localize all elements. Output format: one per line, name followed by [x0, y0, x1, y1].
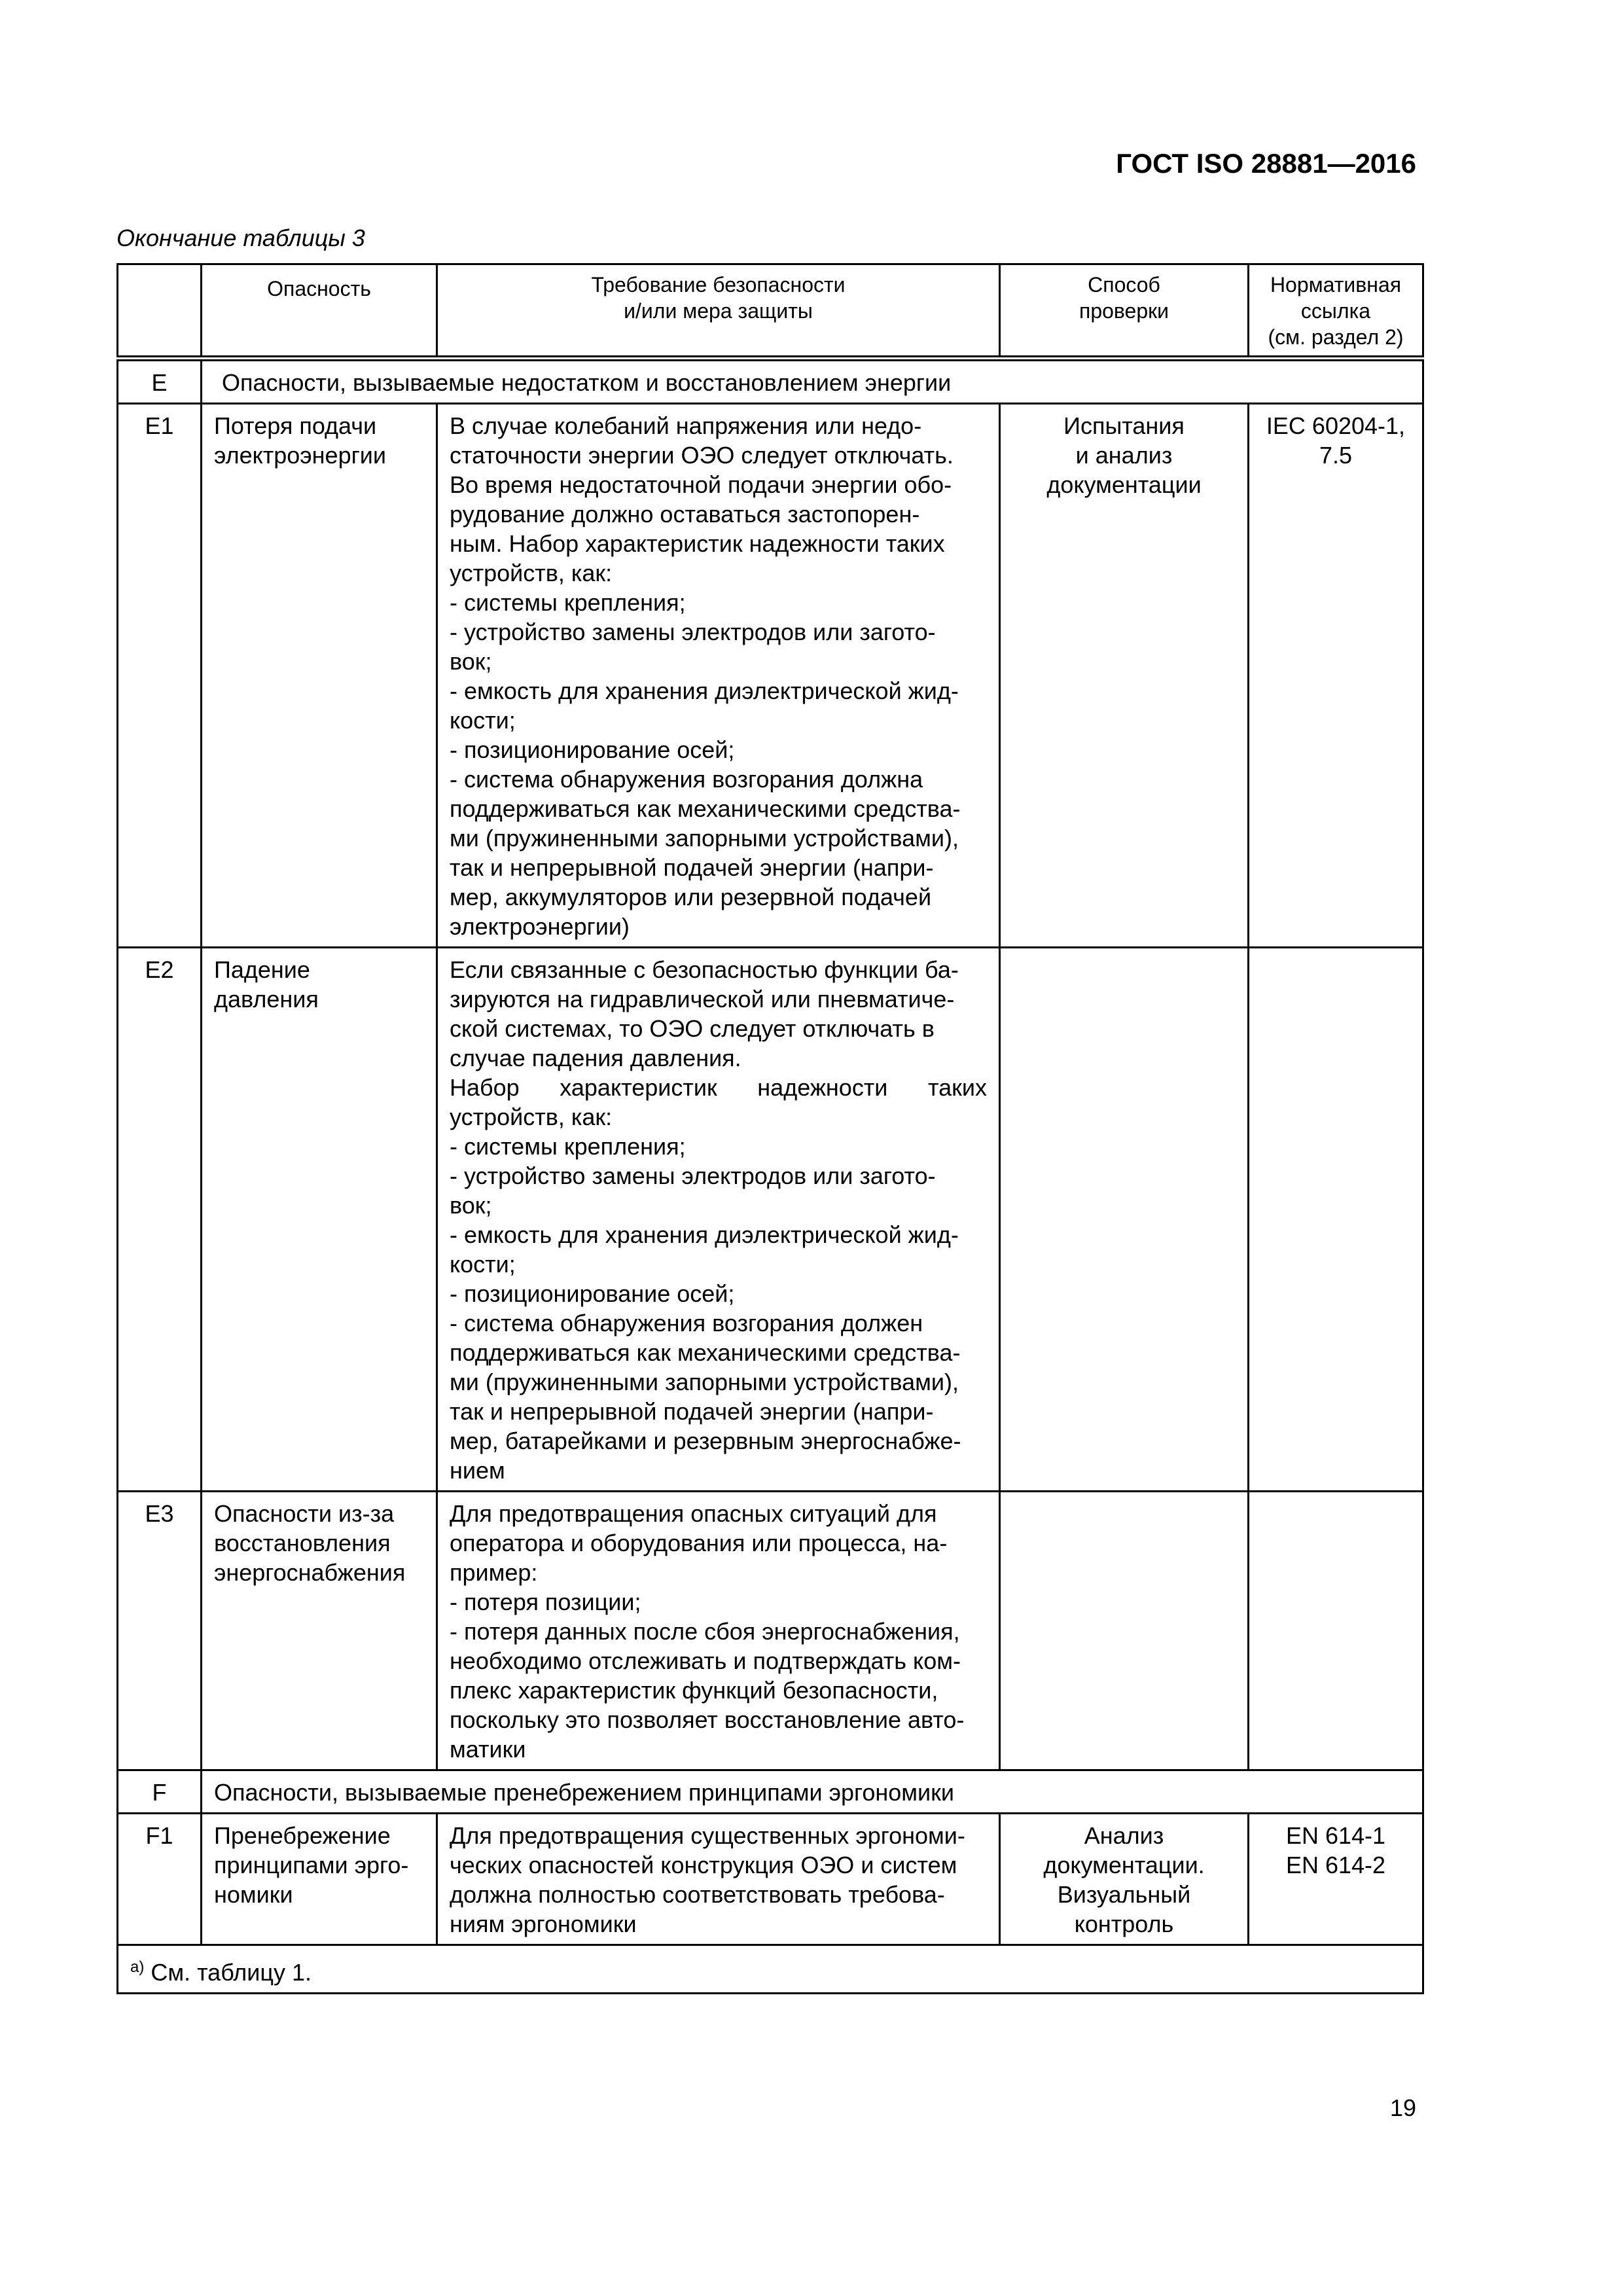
hazard-line: Опасности из-за — [214, 1500, 395, 1527]
header-line: Требование безопасности — [591, 273, 846, 296]
header-method — [1000, 264, 1249, 359]
footnote-text: См. таблицу 1. — [144, 1959, 312, 1986]
requirement-line: должна полностью соответствовать требова- — [450, 1881, 945, 1908]
header-line: (см. раздел 2) — [1268, 325, 1404, 349]
section-row-e — [118, 359, 1423, 404]
requirement-line: поскольку это позволяет восстановление авто- — [450, 1706, 965, 1733]
header-line: Нормативная — [1270, 273, 1402, 296]
footnote-mark: a) — [130, 1958, 145, 1976]
requirement-cell — [437, 404, 1000, 948]
requirement-line: Для предотвращения существенных эргономи- — [450, 1822, 965, 1849]
method-line: Анализ — [1084, 1822, 1164, 1849]
hazard-cell — [202, 948, 437, 1492]
requirement-line: - устройство замены электродов или загото- — [450, 1162, 936, 1189]
requirement-cell — [437, 1814, 1000, 1945]
requirement-line: статочности энергии ОЭО следует отключать. — [450, 442, 954, 469]
requirement-line: случае падения давления. — [450, 1045, 741, 1071]
header-line: проверки — [1079, 299, 1169, 323]
requirement-line: Во время недостаточной подачи энергии обо- — [450, 471, 952, 498]
header-reference — [1249, 264, 1423, 359]
reference-line: 7.5 — [1319, 442, 1353, 469]
hazards-table — [116, 263, 1424, 1994]
requirement-line: необходимо отслеживать и подтверждать ком- — [450, 1647, 961, 1674]
hazard-line: принципами эрго- — [214, 1852, 409, 1878]
requirement-line: - система обнаружения возгорания должна — [450, 766, 923, 793]
requirement-line: - емкость для хранения диэлектрической жид- — [450, 1221, 959, 1248]
requirement-line: устройств, как: — [450, 1103, 613, 1130]
requirement-line: пример: — [450, 1559, 538, 1586]
reference-line: EN 614-2 — [1285, 1852, 1386, 1878]
section-title: Опасности, вызываемые недостатком и восстановлением энергии — [202, 359, 1423, 404]
requirement-line: оператора и оборудования или процесса, на- — [450, 1530, 948, 1556]
hazard-line: Падение — [214, 956, 310, 983]
row-code: E1 — [118, 404, 202, 948]
requirement-line: матики — [450, 1736, 526, 1763]
section-row-f — [118, 1770, 1423, 1814]
requirement-cell — [437, 948, 1000, 1492]
row-code: F1 — [118, 1814, 202, 1945]
method-line: контроль — [1074, 1910, 1174, 1937]
requirement-line: - устройство замены электродов или загото- — [450, 619, 936, 645]
header-line: Способ — [1088, 273, 1160, 296]
hazard-line: восстановления — [214, 1530, 391, 1556]
requirement-line: - потеря позиции; — [450, 1588, 641, 1615]
reference-line: EN 614-1 — [1285, 1822, 1386, 1849]
requirement-line: зируются на гидравлической или пневматиче- — [450, 986, 955, 1013]
requirement-line: - позиционирование осей; — [450, 1280, 735, 1307]
requirement-line: - системы крепления; — [450, 589, 686, 616]
row-code: E3 — [118, 1492, 202, 1770]
requirement-line: вок; — [450, 1192, 492, 1219]
header-line: ссылка — [1300, 299, 1371, 323]
requirement-line: устройств, как: — [450, 560, 613, 586]
method-cell — [1000, 404, 1249, 948]
requirement-line: - потеря данных после сбоя энергоснабжения, — [450, 1618, 960, 1645]
table-row-f1 — [118, 1814, 1423, 1945]
requirement-cell — [437, 1492, 1000, 1770]
header-hazard: Опасность — [202, 264, 437, 359]
method-cell — [1000, 948, 1249, 1492]
hazard-cell — [202, 404, 437, 948]
reference-line: IEC 60204-1, — [1266, 412, 1406, 439]
table-row-e2 — [118, 948, 1423, 1492]
hazard-line: номики — [214, 1881, 293, 1908]
method-line: Визуальный — [1057, 1881, 1191, 1908]
table-header-row — [118, 264, 1423, 359]
table-caption: Окончание таблицы 3 — [116, 224, 365, 251]
reference-cell — [1249, 948, 1423, 1492]
method-cell — [1000, 1492, 1249, 1770]
reference-cell — [1249, 1814, 1423, 1945]
requirement-line: кости; — [450, 1251, 516, 1278]
hazard-line: Пренебрежение — [214, 1822, 391, 1849]
method-line: и анализ — [1075, 442, 1173, 469]
table-row-e3 — [118, 1492, 1423, 1770]
requirement-line: - система обнаружения возгорания должен — [450, 1310, 923, 1336]
requirement-line: нием — [450, 1457, 505, 1484]
requirement-line: - системы крепления; — [450, 1133, 686, 1160]
method-line: документации. — [1043, 1852, 1205, 1878]
footnote — [118, 1945, 1423, 1994]
hazard-line: давления — [214, 986, 319, 1013]
requirement-line: так и непрерывной подачей энергии (напри- — [450, 1398, 934, 1425]
header-num — [118, 264, 202, 359]
hazard-line: электроэнергии — [214, 442, 386, 469]
page-number: 19 — [1389, 2094, 1416, 2121]
requirement-line: кости; — [450, 707, 516, 734]
requirement-line: мер, батарейками и резервным энергоснабже- — [450, 1427, 961, 1454]
section-code: E — [118, 359, 202, 404]
reference-cell — [1249, 404, 1423, 948]
hazard-line: энергоснабжения — [214, 1559, 406, 1586]
requirement-line: Если связанные с безопасностью функции ба- — [450, 956, 959, 983]
requirement-line: так и непрерывной подачей энергии (напри- — [450, 854, 934, 881]
requirement-line: поддерживаться как механическими средства- — [450, 795, 961, 822]
method-line: Испытания — [1063, 412, 1185, 439]
footnote-row — [118, 1945, 1423, 1994]
requirement-line: плекс характеристик функций безопасности, — [450, 1677, 938, 1704]
requirement-line: Набор характеристик надежности таких — [450, 1074, 987, 1101]
requirement-line: ниям эргономики — [450, 1910, 637, 1937]
requirement-line: - позиционирование осей; — [450, 736, 735, 763]
requirement-line: ным. Набор характеристик надежности таких — [450, 530, 945, 557]
table-row-e1 — [118, 404, 1423, 948]
requirement-line: ческих опасностей конструкция ОЭО и систем — [450, 1852, 957, 1878]
hazard-line: Потеря подачи — [214, 412, 377, 439]
header-line: и/или мера защиты — [624, 299, 813, 323]
header-requirement — [437, 264, 1000, 359]
requirement-line: ми (пружиненными запорными устройствами), — [450, 825, 959, 852]
requirement-line: Для предотвращения опасных ситуаций для — [450, 1500, 937, 1527]
reference-cell — [1249, 1492, 1423, 1770]
requirement-line: ми (пружиненными запорными устройствами), — [450, 1369, 959, 1395]
section-code: F — [118, 1770, 202, 1814]
section-title: Опасности, вызываемые пренебрежением принципами эргономики — [202, 1770, 1423, 1814]
hazard-cell — [202, 1814, 437, 1945]
method-cell — [1000, 1814, 1249, 1945]
requirement-line: вок; — [450, 648, 492, 675]
row-code: E2 — [118, 948, 202, 1492]
method-line: документации — [1046, 471, 1202, 498]
requirement-line: ской системах, то ОЭО следует отключать в — [450, 1015, 935, 1042]
document-code: ГОСТ ISO 28881—2016 — [1116, 148, 1416, 179]
requirement-line: электроэнергии) — [450, 913, 630, 940]
requirement-line: поддерживаться как механическими средства- — [450, 1339, 961, 1366]
requirement-line: рудование должно оставаться застопорен- — [450, 501, 920, 528]
requirement-line: - емкость для хранения диэлектрической жид- — [450, 677, 959, 704]
hazard-cell — [202, 1492, 437, 1770]
requirement-line: мер, аккумуляторов или резервной подачей — [450, 884, 932, 910]
requirement-line: В случае колебаний напряжения или недо- — [450, 412, 922, 439]
